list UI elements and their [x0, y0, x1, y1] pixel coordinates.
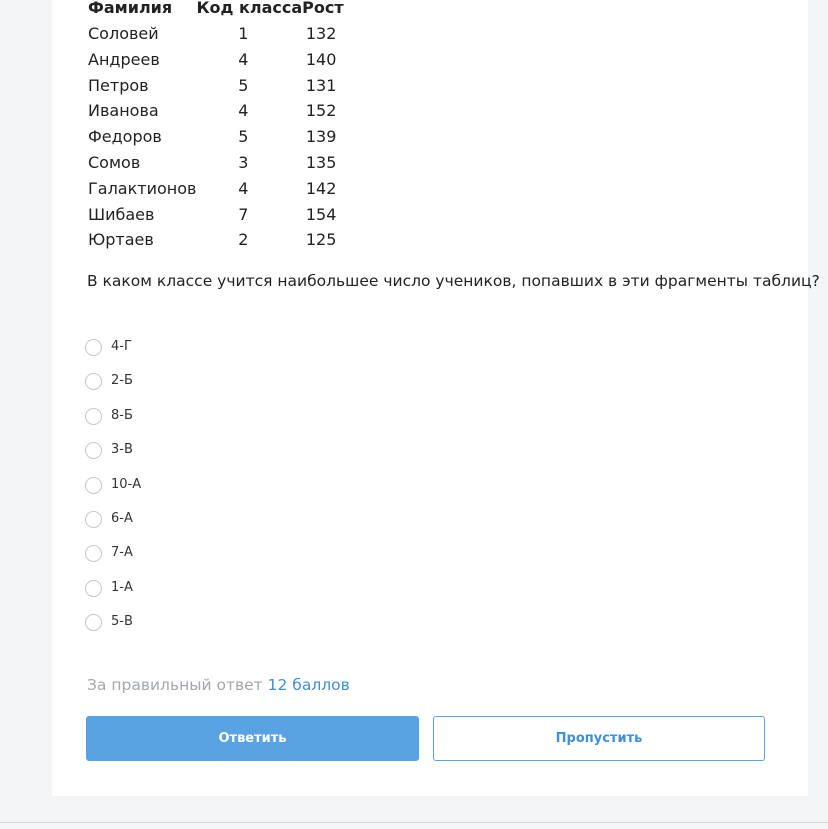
class-code-cell: 4	[238, 49, 249, 69]
question-text: В каком классе учится наибольшее число учеников, попавших в эти фрагменты таблиц?	[87, 272, 820, 290]
table-row	[88, 227, 344, 253]
radio-button[interactable]	[85, 339, 102, 356]
class-code-cell: 5	[238, 127, 249, 147]
class-code-cell: 1	[238, 24, 249, 43]
height-cell: 152	[305, 101, 337, 121]
option-label: 3-В	[111, 442, 133, 458]
class-code-cell: 5	[238, 75, 249, 95]
surname-cell: Петров	[88, 75, 149, 95]
height-cell: 125	[305, 230, 337, 250]
class-code-cell: 7	[238, 204, 249, 224]
table-row	[88, 150, 344, 176]
table-row	[88, 73, 344, 99]
answer-button[interactable]: Ответить	[86, 716, 419, 761]
option-label: 7-А	[111, 545, 133, 561]
column-header-height: Рост	[302, 0, 344, 17]
points-prefix: За правильный ответ	[87, 676, 263, 694]
radio-button[interactable]	[85, 545, 102, 562]
answer-option[interactable]	[85, 510, 141, 544]
answer-options	[85, 338, 141, 648]
class-code-cell: 4	[238, 178, 249, 198]
table-row	[88, 202, 344, 228]
height-cell: 140	[305, 49, 337, 69]
option-label: 10-А	[111, 476, 142, 492]
question-card	[52, 0, 820, 796]
table-row	[88, 124, 344, 150]
answer-option[interactable]	[85, 441, 141, 475]
table-row	[88, 47, 344, 73]
column-header-surname: Фамилия	[88, 0, 173, 17]
height-cell: 135	[305, 152, 337, 172]
skip-button[interactable]: Пропустить	[433, 716, 765, 761]
surname-cell: Андреев	[88, 49, 160, 69]
bottom-divider	[0, 822, 828, 823]
radio-button[interactable]	[85, 373, 102, 390]
radio-button[interactable]	[85, 580, 102, 597]
column-header-class-code: Код класса	[196, 0, 303, 17]
table-row	[88, 176, 344, 202]
answer-option[interactable]	[85, 372, 141, 406]
surname-cell: Соловей	[88, 24, 159, 43]
radio-button[interactable]	[85, 442, 102, 459]
height-cell: 142	[305, 178, 337, 198]
option-label: 6-А	[111, 510, 133, 526]
points-info	[87, 676, 350, 694]
surname-cell: Сомов	[88, 152, 141, 172]
option-label: 8-Б	[111, 407, 133, 423]
option-label: 2-Б	[111, 373, 133, 389]
height-cell: 132	[305, 24, 337, 43]
radio-button[interactable]	[85, 614, 102, 631]
height-cell: 131	[305, 75, 337, 95]
data-table	[88, 0, 344, 253]
answer-option[interactable]	[85, 476, 141, 510]
points-value: 12 баллов	[267, 676, 350, 694]
height-cell: 139	[305, 127, 337, 147]
option-label: 4-Г	[111, 339, 132, 354]
surname-cell: Юртаев	[88, 230, 154, 250]
option-label: 1-А	[111, 579, 133, 595]
answer-option[interactable]	[85, 338, 141, 372]
surname-cell: Галактионов	[88, 178, 197, 198]
table-row	[88, 98, 344, 124]
class-code-cell: 4	[238, 101, 249, 121]
surname-cell: Федоров	[88, 127, 162, 147]
table-header-row	[88, 0, 344, 21]
class-code-cell: 2	[238, 230, 249, 250]
class-code-cell: 3	[238, 152, 249, 172]
radio-button[interactable]	[85, 408, 102, 425]
option-label: 5-В	[111, 614, 133, 630]
surname-cell: Иванова	[88, 101, 159, 121]
answer-option[interactable]	[85, 579, 141, 613]
answer-option[interactable]	[85, 544, 141, 578]
table-row	[88, 21, 344, 47]
answer-option[interactable]	[85, 407, 141, 441]
radio-button[interactable]	[85, 477, 102, 494]
answer-option[interactable]	[85, 613, 141, 647]
surname-cell: Шибаев	[88, 204, 155, 224]
radio-button[interactable]	[85, 511, 102, 528]
height-cell: 154	[305, 204, 337, 224]
